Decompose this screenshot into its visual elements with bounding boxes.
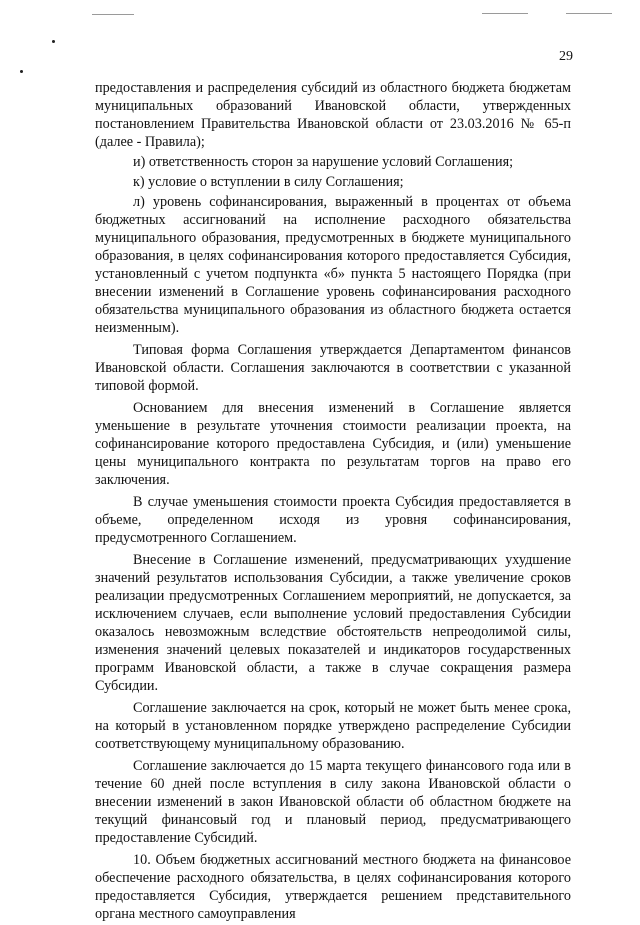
document-body xyxy=(95,79,571,925)
paragraph: Соглашение заключается на срок, который не может быть менее срока, на который в установленном порядке утверждено распределение Субсидии соответствующему муниципальному образованию. xyxy=(95,700,571,752)
paragraph: Соглашение заключается до 15 марта текущего финансового года или в течение 60 дней после вступления в силу закона Ивановской области о внесении изменений в закон Ивановской области об областном бюджете на текущий финансовый год и плановый период, предусматривающего предоставление Субсидий. xyxy=(95,758,571,846)
paragraph: Внесение в Соглашение изменений, предусматривающих ухудшение значений результатов использования Субсидии, а также увеличение сроков реализации предусмотренных Соглашением мероприятий, не допускается, за исключением случаев, если выполнение условий предоставления Субсидии оказалось невозможным вследствие обстоятельств непреодолимой силы, изменения значений целевых показателей и индикаторов государственных программ Ивановской области, а также в случае сокращения размера Субсидии. xyxy=(95,552,571,694)
paragraph: В случае уменьшения стоимости проекта Субсидия предоставляется в объеме, определенном исходя из уровня софинансирования, предусмотренного Соглашением. xyxy=(95,494,571,546)
scan-artifact-top-right-1 xyxy=(482,13,528,14)
paragraph: и) ответственность сторон за нарушение условий Соглашения; xyxy=(133,154,514,170)
paragraph: Основанием для внесения изменений в Соглашение является уменьшение в результате уточнения стоимости реализации проекта, на софинансирование которого предоставлена Субсидия, и (или) уменьшение цены муниципального контракта по результатам торгов на право его заключения. xyxy=(95,400,571,488)
paragraph: предоставления и распределения субсидий из областного бюджета бюджетам муниципальных образований Ивановской области, утвержденных постановлением Правительства Ивановской области от 23.03.2016 № 65-п (далее - Правила); xyxy=(95,80,571,150)
scan-artifact-top-right-2 xyxy=(566,13,612,14)
scan-speck xyxy=(52,40,55,43)
scan-speck xyxy=(20,70,23,73)
scan-artifact-top-left xyxy=(92,14,134,15)
paragraph: Типовая форма Соглашения утверждается Департаментом финансов Ивановской области. Соглашения заключаются в соответствии с указанной типовой формой. xyxy=(95,342,571,394)
paragraph: к) условие о вступлении в силу Соглашения; xyxy=(133,174,404,190)
paragraph: 10. Объем бюджетных ассигнований местного бюджета на финансовое обеспечение расходного обязательства, в целях софинансирования которого предоставляется Субсидия, утверждается решением представительного органа местного самоуправления xyxy=(95,852,571,922)
paragraph: л) уровень софинансирования, выраженный в процентах от объема бюджетных ассигнований на исполнение расходного обязательства муниципального образования, предусмотренных в бюджете муниципального образования, в целях софинансирования которого предоставляется Субсидия, установленный с учетом подпункта «б» пункта 5 настоящего Порядка (при внесении изменений в Соглашение уровень софинансирования расходного обязательства муниципального образования из областного бюджета остается неизменным). xyxy=(95,194,571,336)
page-number: 29 xyxy=(559,49,573,64)
